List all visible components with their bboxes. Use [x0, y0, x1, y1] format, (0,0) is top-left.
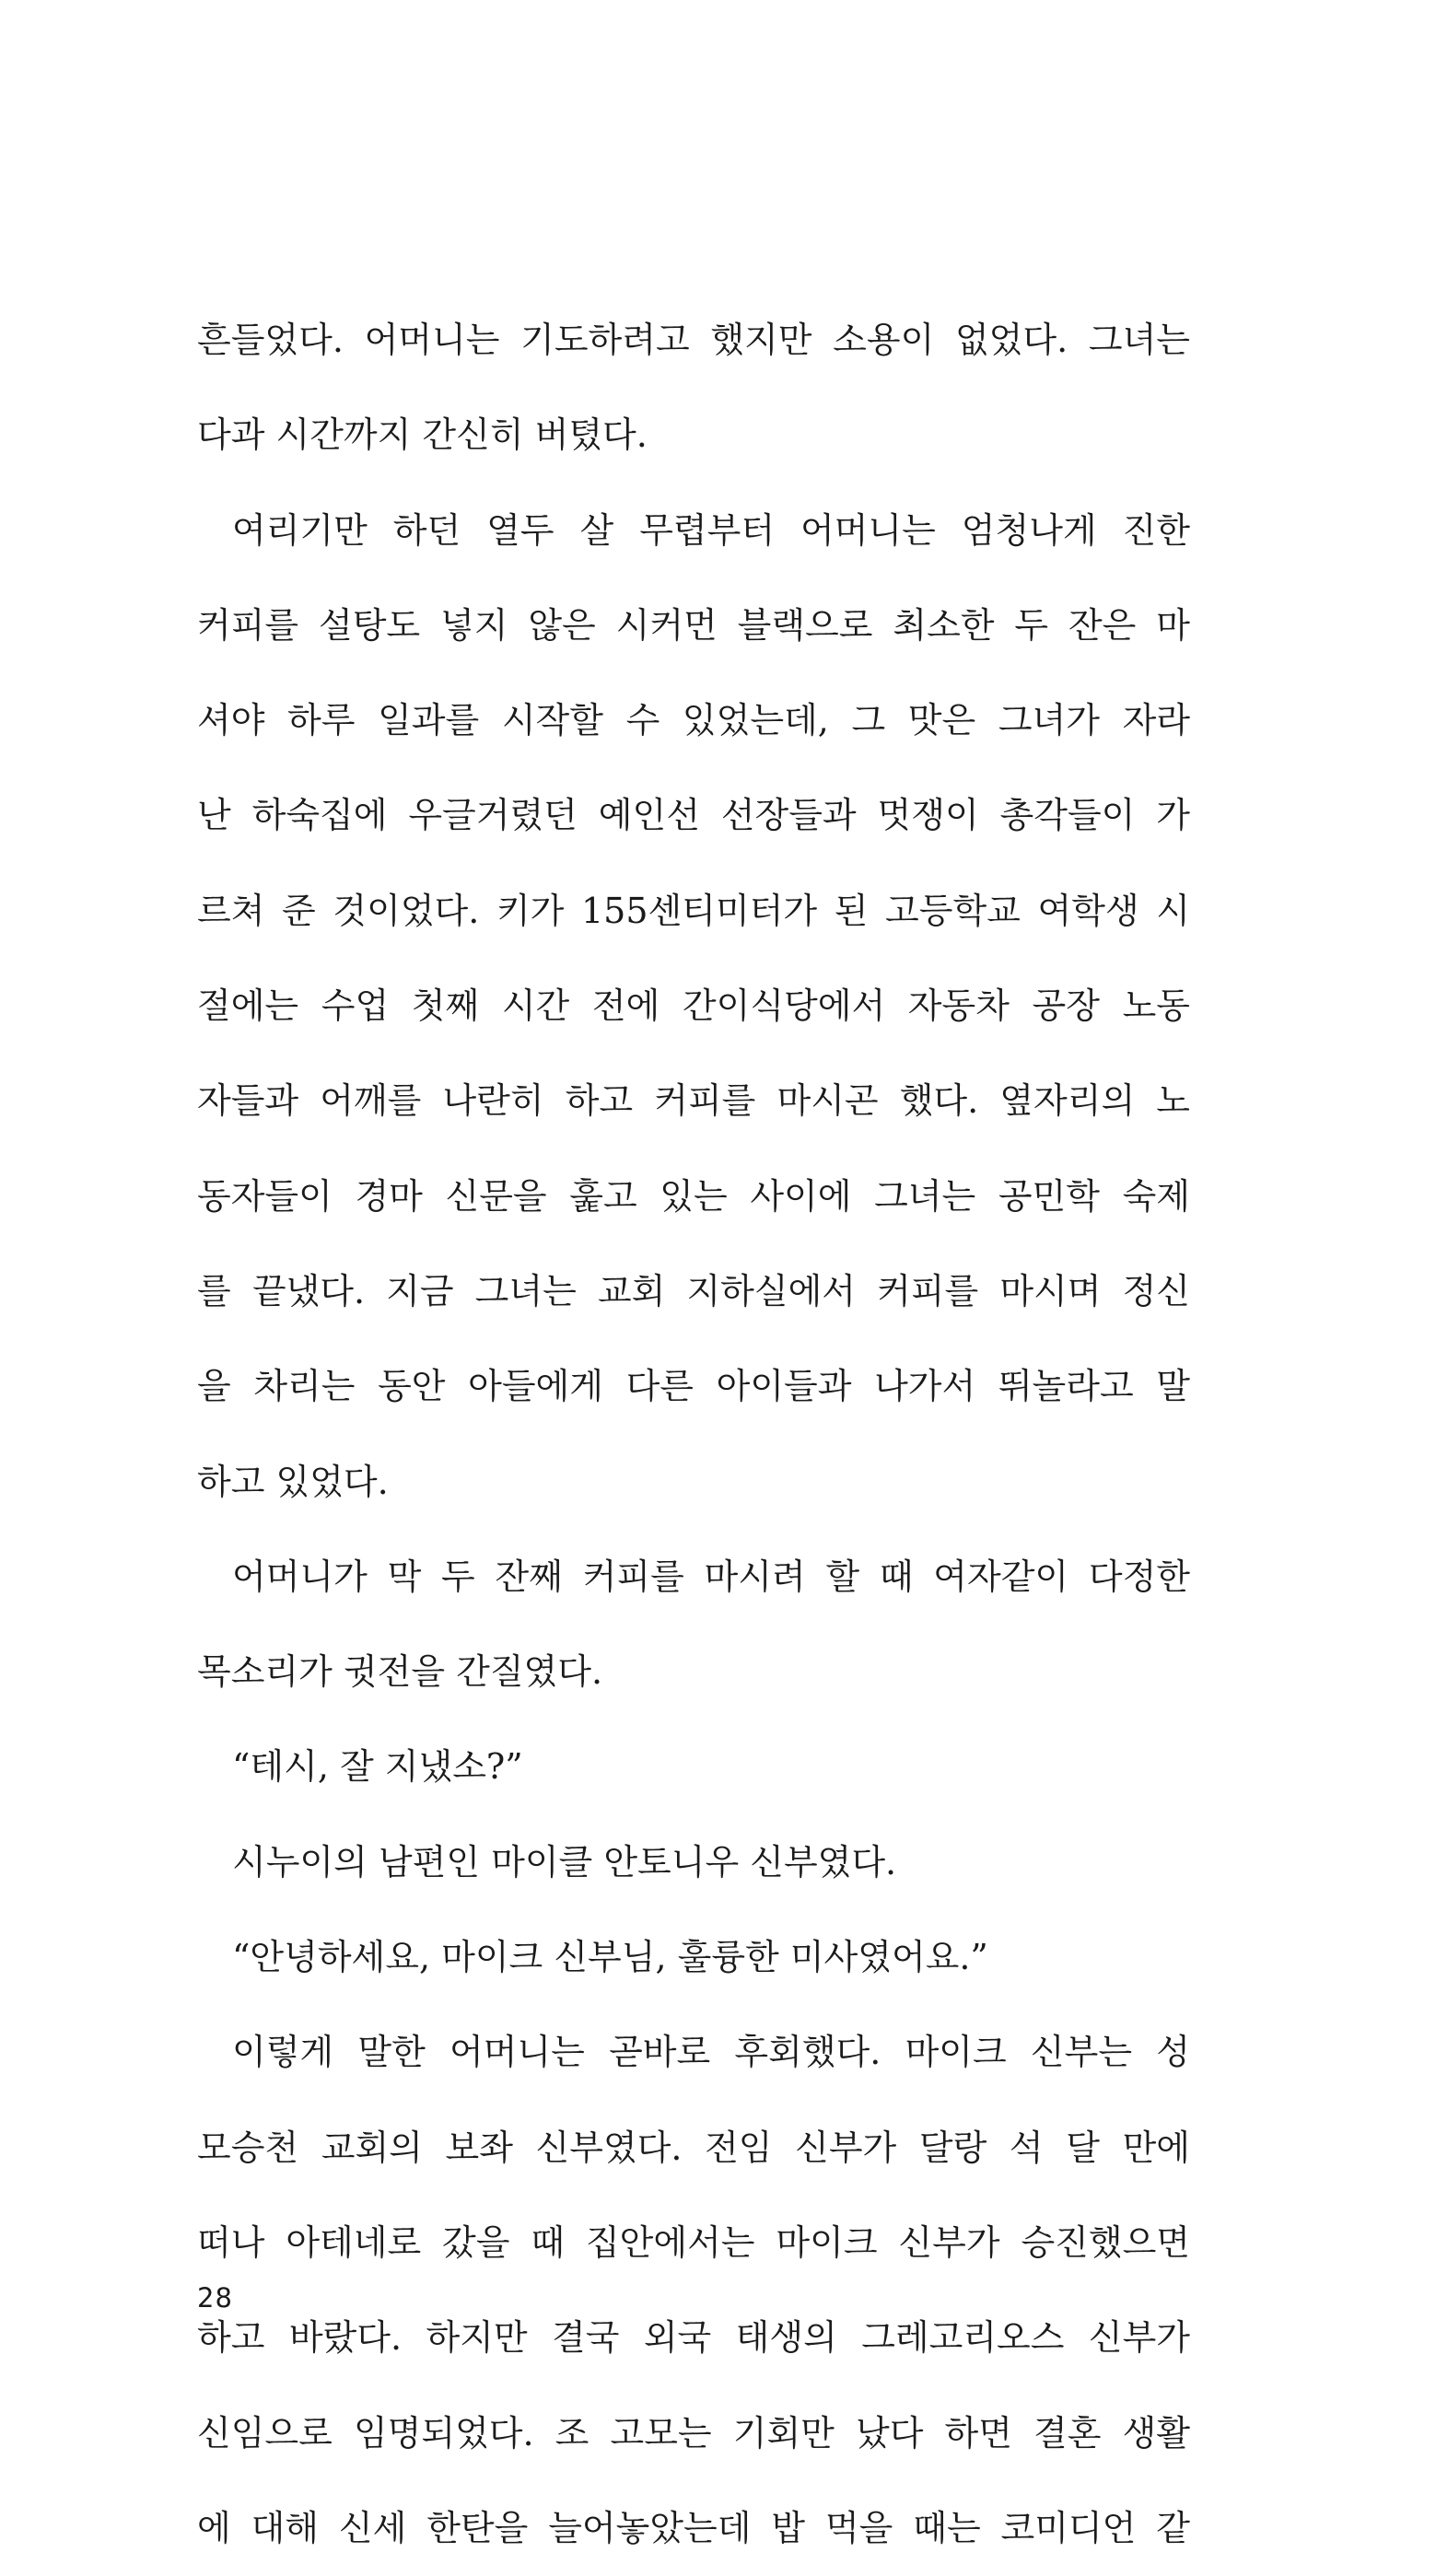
text-line: 흔들었다. 어머니는 기도하려고 했지만 소용이 없었다. 그녀는	[197, 320, 1190, 360]
text-line: 시누이의 남편인 마이클 안토니우 신부였다.	[232, 1841, 897, 1882]
text-line: 자들과 어깨를 나란히 하고 커피를 마시곤 했다. 옆자리의 노	[197, 1080, 1190, 1122]
text-line: 목소리가 귓전을 간질였다.	[197, 1651, 603, 1693]
text-line: “안녕하세요, 마이크 신부님, 훌륭한 미사였어요.”	[232, 1937, 988, 1978]
text-line: 하고 있었다.	[197, 1461, 389, 1502]
text-line: 다과 시간까지 간신히 버텼다.	[197, 414, 648, 456]
text-line: 절에는 수업 첫째 시간 전에 간이식당에서 자동차 공장 노동	[197, 985, 1190, 1027]
text-line: 르쳐 준 것이었다. 키가 155센티미터가 된 고등학교 여학생 시	[197, 890, 1190, 931]
text-line: 이렇게 말한 어머니는 곧바로 후회했다. 마이크 신부는 성	[232, 2032, 1190, 2073]
text-line: 커피를 설탕도 넣지 않은 시커먼 블랙으로 최소한 두 잔은 마	[197, 604, 1190, 646]
text-line: 동자들이 경마 신문을 훑고 있는 사이에 그녀는 공민학 숙제	[197, 1175, 1190, 1217]
text-line: 하고 바랐다. 하지만 결국 외국 태생의 그레고리오스 신부가	[197, 2317, 1190, 2359]
body-text	[197, 293, 1190, 2576]
text-line: 어머니가 막 두 잔째 커피를 마시려 할 때 여자같이 다정한	[232, 1556, 1190, 1597]
text-line: 모승천 교회의 보좌 신부였다. 전임 신부가 달랑 석 달 만에	[197, 2127, 1190, 2168]
text-line: 신임으로 임명되었다. 조 고모는 기회만 났다 하면 결혼 생활	[197, 2412, 1190, 2454]
text-line: 셔야 하루 일과를 시작할 수 있었는데, 그 맛은 그녀가 자라	[197, 700, 1190, 741]
text-line: 을 차리는 동안 아들에게 다른 아이들과 나가서 뛰놀라고 말	[197, 1366, 1190, 1407]
text-line: 떠나 아테네로 갔을 때 집안에서는 마이크 신부가 승진했으면	[197, 2221, 1190, 2263]
page-number: 28	[197, 2282, 233, 2314]
text-line: 난 하숙집에 우글거렸던 예인선 선장들과 멋쟁이 총각들이 가	[197, 795, 1190, 836]
text-line: “테시, 잘 지냈소?”	[232, 1746, 523, 1788]
text-line: 를 끝냈다. 지금 그녀는 교회 지하실에서 커피를 마시며 정신	[197, 1270, 1190, 1311]
text-line: 에 대해 신세 한탄을 늘어놓았는데 밥 먹을 때는 코미디언 같	[197, 2507, 1190, 2548]
text-line: 여리기만 하던 열두 살 무렵부터 어머니는 엄청나게 진한	[232, 509, 1190, 551]
